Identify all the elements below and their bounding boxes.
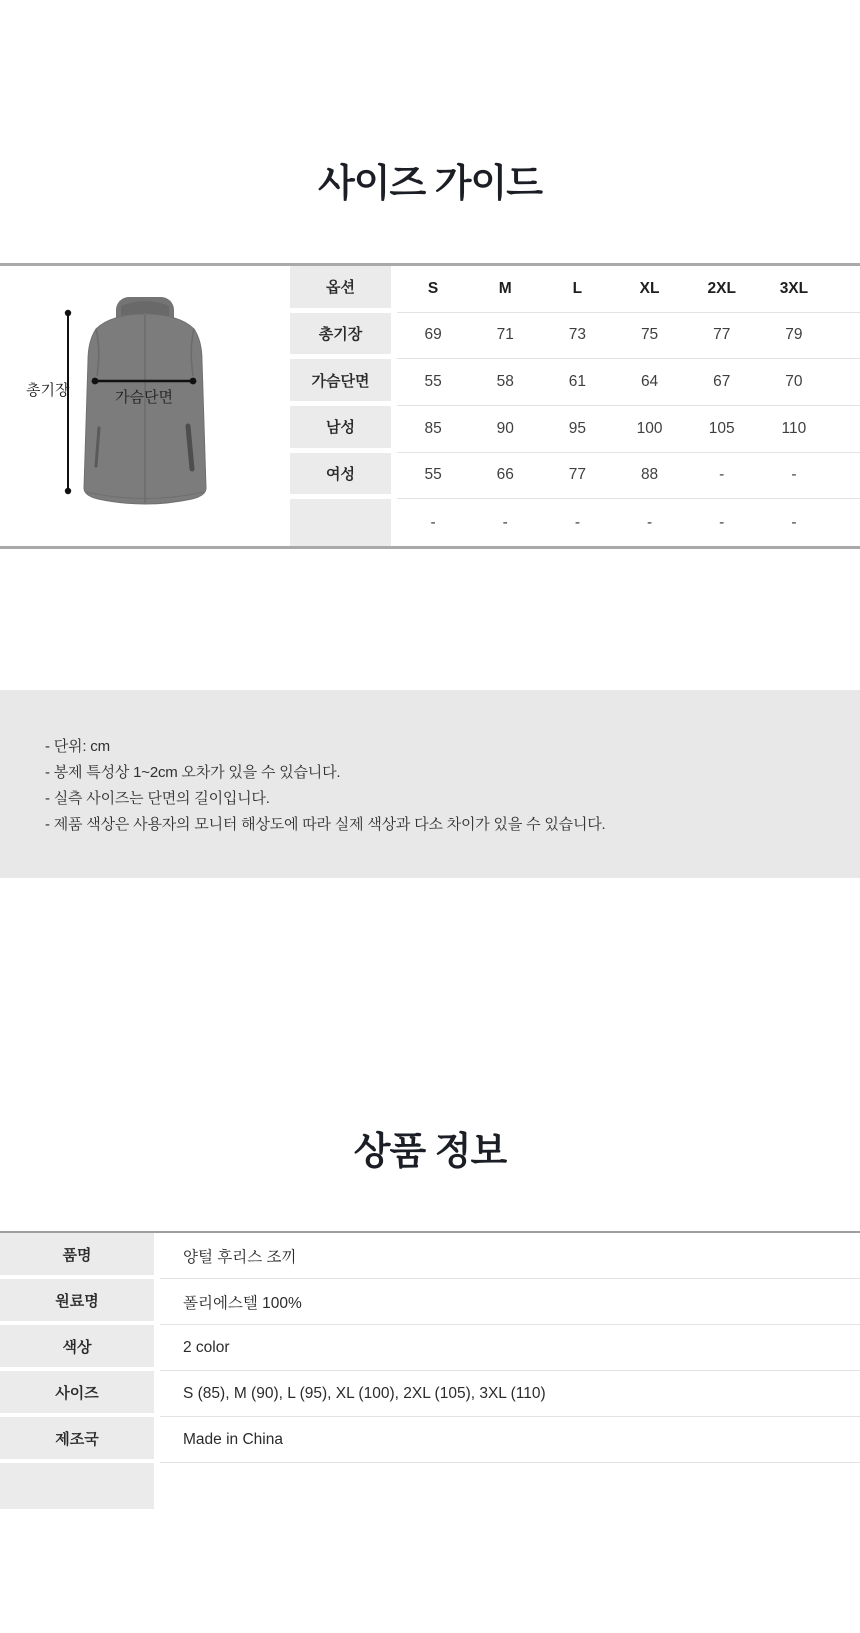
note-line: - 단위: cm [45,738,110,755]
size-table-spacer [830,313,860,360]
size-cell-value: 73 [541,313,613,360]
size-cell-value: - [502,513,508,531]
size-cell-value: 88 [613,453,685,500]
size-cell-value: 64 [613,359,685,406]
product-row-value: S (85), M (90), L (95), XL (100), 2XL (105), 3XL (110) [160,1371,860,1417]
size-cell-value: 66 [469,453,541,500]
product-info-table [0,1231,860,1509]
size-row-label [290,499,397,546]
size-row-label: 남성 [290,406,397,453]
note-line: - 제품 색상은 사용자의 모니터 해상도에 따라 실제 색상과 다소 차이가 있을 수 있습니다. [45,816,606,833]
size-cell-value: 105 [686,406,758,453]
size-table-spacer [830,406,860,453]
length-measure-dot-bottom [65,488,71,494]
product-info-title: 상품 정보 [353,1131,507,1173]
product-row-value: 폴리에스텔 100% [160,1279,860,1325]
size-cell-value: 58 [469,359,541,406]
size-table-spacer [830,359,860,406]
product-row-value: Made in China [160,1417,860,1463]
size-cell-value: - [574,513,580,531]
product-row-label: 품명 [0,1233,160,1279]
size-cell-value: 85 [397,406,469,453]
size-column-header: XL [613,266,685,313]
size-cell-value: 110 [758,406,830,453]
size-table [290,266,860,546]
product-row-value: 2 color [160,1325,860,1371]
product-row-value: 양털 후리스 조끼 [160,1233,860,1279]
size-cell-value: - [430,513,436,531]
size-cell-value: 77 [541,453,613,500]
notes-box [0,690,860,878]
product-row-label: 원료명 [0,1279,160,1325]
size-cell-value: 55 [397,359,469,406]
product-row-label: 제조국 [0,1417,160,1463]
size-column-header: S [397,266,469,313]
size-cell-value: 67 [686,359,758,406]
size-row-label: 가슴단면 [290,359,397,406]
note-line: - 실측 사이즈는 단면의 길이입니다. [45,790,270,807]
size-guide-title: 사이즈 가이드 [318,163,542,205]
size-cell-value: 77 [686,313,758,360]
length-measure-dot-top [65,310,71,316]
chest-measure-dot-right [190,378,197,385]
size-guide-section [0,263,860,549]
size-column-header: M [469,266,541,313]
size-cell-value: 79 [758,313,830,360]
size-table-spacer [830,453,860,500]
size-cell-value: - [758,453,830,500]
product-row-label: 사이즈 [0,1371,160,1417]
size-column-header: 2XL [686,266,758,313]
product-row-label: 색상 [0,1325,160,1371]
size-table-corner-header: 옵션 [290,266,397,313]
size-cell-value: - [686,453,758,500]
size-column-header: 3XL [758,266,830,313]
size-cell-value: 90 [469,406,541,453]
chest-measure-label: 가슴단면 [115,389,173,406]
vest-diagram [0,266,290,546]
size-cell-value: 69 [397,313,469,360]
note-line: - 봉제 특성상 1~2cm 오차가 있을 수 있습니다. [45,764,341,781]
length-measure-label: 총기장 [26,382,70,399]
size-table-spacer [830,266,860,313]
size-cell-value: 100 [613,406,685,453]
size-cell-value: 75 [613,313,685,360]
size-cell-value: - [719,513,725,531]
size-cell-value: 61 [541,359,613,406]
size-cell-value: - [791,513,797,531]
size-cell-value: 71 [469,313,541,360]
size-row-label: 총기장 [290,313,397,360]
size-column-header: L [541,266,613,313]
size-row-label: 여성 [290,453,397,500]
size-cell-value: 55 [397,453,469,500]
size-cell-value: 95 [541,406,613,453]
size-cell-value: - [646,513,653,531]
size-cell-value: 70 [758,359,830,406]
chest-measure-dot-left [92,378,99,385]
size-table-spacer [830,499,860,546]
